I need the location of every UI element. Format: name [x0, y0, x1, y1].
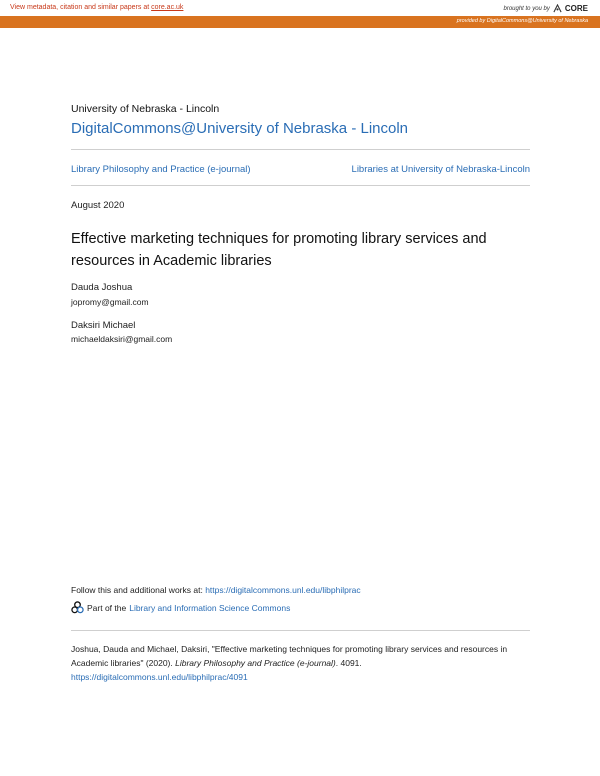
publication-date: August 2020 [71, 200, 125, 211]
core-name: CORE [564, 4, 588, 13]
repository-title[interactable]: DigitalCommons@University of Nebraska - Lincoln [71, 120, 409, 137]
divider-footer [71, 630, 530, 631]
divider-collections [71, 185, 530, 186]
author-email: michaeldaksiri@gmail.com [71, 334, 173, 344]
author-name: Daksiri Michael [71, 320, 136, 331]
view-metadata-text: View metadata, citation and similar papers at [10, 4, 152, 11]
provided-by-text[interactable]: provided by DigitalCommons@University of Nebraska [456, 18, 588, 24]
collection-link-journal[interactable]: Library Philosophy and Practice (e-journal) [71, 164, 251, 175]
view-metadata-link[interactable] [10, 4, 183, 11]
citation-url-link[interactable]: https://digitalcommons.unl.edu/libphilprac/4091 [71, 672, 248, 682]
network-commons-icon [71, 601, 84, 614]
core-brand[interactable] [504, 4, 589, 13]
divider-top [71, 149, 530, 150]
core-topbar [0, 0, 600, 16]
follow-prefix: Follow this and additional works at: [71, 585, 206, 595]
core-logo-icon [553, 4, 562, 13]
follow-works [71, 585, 361, 595]
citation-text: Joshua, Dauda and Michael, Daksiri, "Effective marketing techniques for promoting library services and resources in Academic libraries" (2020). [71, 644, 508, 668]
citation-number: . 4091. [335, 658, 362, 668]
commons-link[interactable]: Library and Information Science Commons [129, 602, 291, 613]
part-of-commons [71, 601, 290, 614]
core-ac-uk-link[interactable]: core.ac.uk [151, 4, 184, 11]
citation-journal: Library Philosophy and Practice (e-journal) [175, 658, 336, 668]
institution-name: University of Nebraska - Lincoln [71, 103, 220, 115]
citation-block [71, 642, 541, 684]
collection-link-libraries[interactable]: Libraries at University of Nebraska-Lincoln [351, 164, 530, 175]
brought-to-you-text: brought to you by [503, 5, 550, 12]
paper-title: Effective marketing techniques for promoting library services and resources in Academic libraries [71, 231, 487, 269]
follow-url-link[interactable]: https://digitalcommons.unl.edu/libphilprac [205, 585, 361, 595]
author-name: Dauda Joshua [71, 282, 133, 293]
author-email: jopromy@gmail.com [71, 297, 149, 307]
part-of-prefix: Part of the [87, 602, 127, 613]
